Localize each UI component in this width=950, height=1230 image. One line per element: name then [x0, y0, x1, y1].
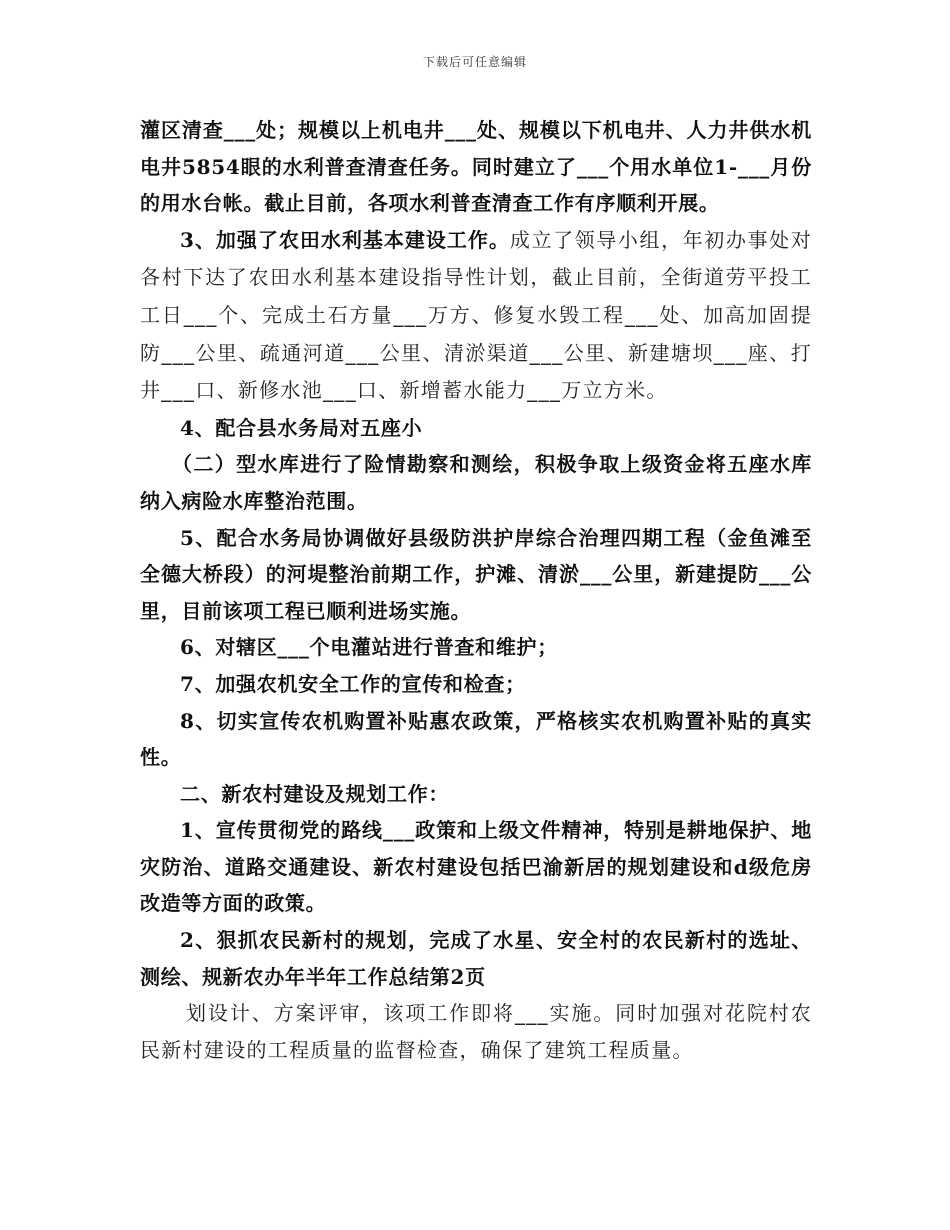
paragraph-item-3-lead: 3、加强了农田水利基本建设工作。	[180, 227, 510, 252]
paragraph-item-5: 5、配合水务局协调做好县级防洪护岸综合治理四期工程（金鱼滩至全德大桥段）的河堤整治前期工作，护滩、清淤___公里，新建提防___公里，目前该项工程已顺利进场实施。	[140, 525, 812, 623]
paragraph-rural-item-2: 2、狠抓农民新村的规划，完成了水星、安全村的农民新村的选址、测绘、规新农办年半年工作总结第2页	[140, 928, 812, 989]
paragraph-reservoir: （二）型水库进行了险情勘察和测绘，积极争取上级资金将五座水库纳入病险水库整治范围。	[140, 452, 812, 513]
document-body	[140, 112, 812, 1068]
page-header: 下载后可任意编辑	[422, 55, 527, 69]
paragraph-rural-item-2-continued: 划设计、方案评审，该项工作即将___实施。同时加强对花院村农民新村建设的工程质量的监督检查，确保了建筑工程质量。	[140, 1001, 812, 1062]
paragraph-item-8: 8、切实宣传农机购置补贴惠农政策，严格核实农机购置补贴的真实性。	[140, 708, 812, 770]
paragraph-item-4: 4、配合县水务局对五座小	[180, 415, 423, 440]
paragraph-item-7: 7、加强农机安全工作的宣传和检查；	[180, 671, 526, 696]
paragraph-item-6: 6、对辖区___个电灌站进行普查和维护；	[180, 635, 558, 660]
section-heading-rural-construction: 二、新农村建设及规划工作：	[180, 781, 450, 806]
paragraph-rural-item-1: 1、宣传贯彻党的路线___政策和上级文件精神，特别是耕地保护、地灾防治、道路交通建设、新农村建设包括巴渝新居的规划建设和d级危房改造等方面的政策。	[140, 818, 812, 916]
paragraph-irrigation-survey: 灌区清查___处；规模以上机电井___处、规模以下机电井、人力井供水机电井5854眼的水利普查清查任务。同时建立了___个用水单位1-___月份的用水台帐。截止目前，各项水利普查清查工作有序顺利开展。	[140, 118, 812, 216]
paragraph-item-3	[140, 222, 812, 410]
paragraph-item-3-text: 成立了领导小组，年初办事处对各村下达了农田水利基本建设指导性计划，截止目前，全街道劳平投工工日___个、完成土石方量___万方、修复水毁工程___处、加高加固提防___公里、疏通河道___公里、清淤渠道___公里、新建塘坝___座、打井___口、新修水池___口、新增蓄水能力___万立方米。	[140, 227, 812, 403]
